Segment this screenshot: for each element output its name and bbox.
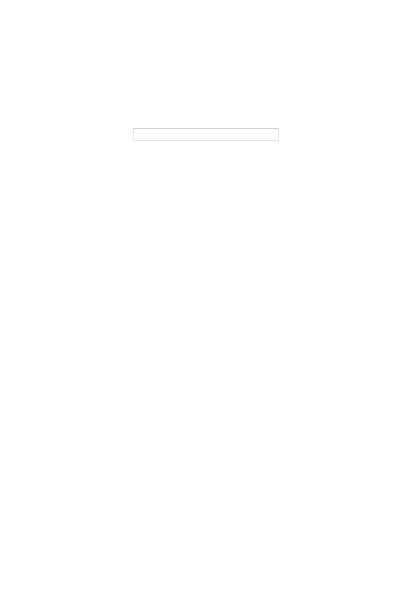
keyword-table-bottom [133, 128, 279, 141]
table-header-keyword [134, 129, 278, 141]
